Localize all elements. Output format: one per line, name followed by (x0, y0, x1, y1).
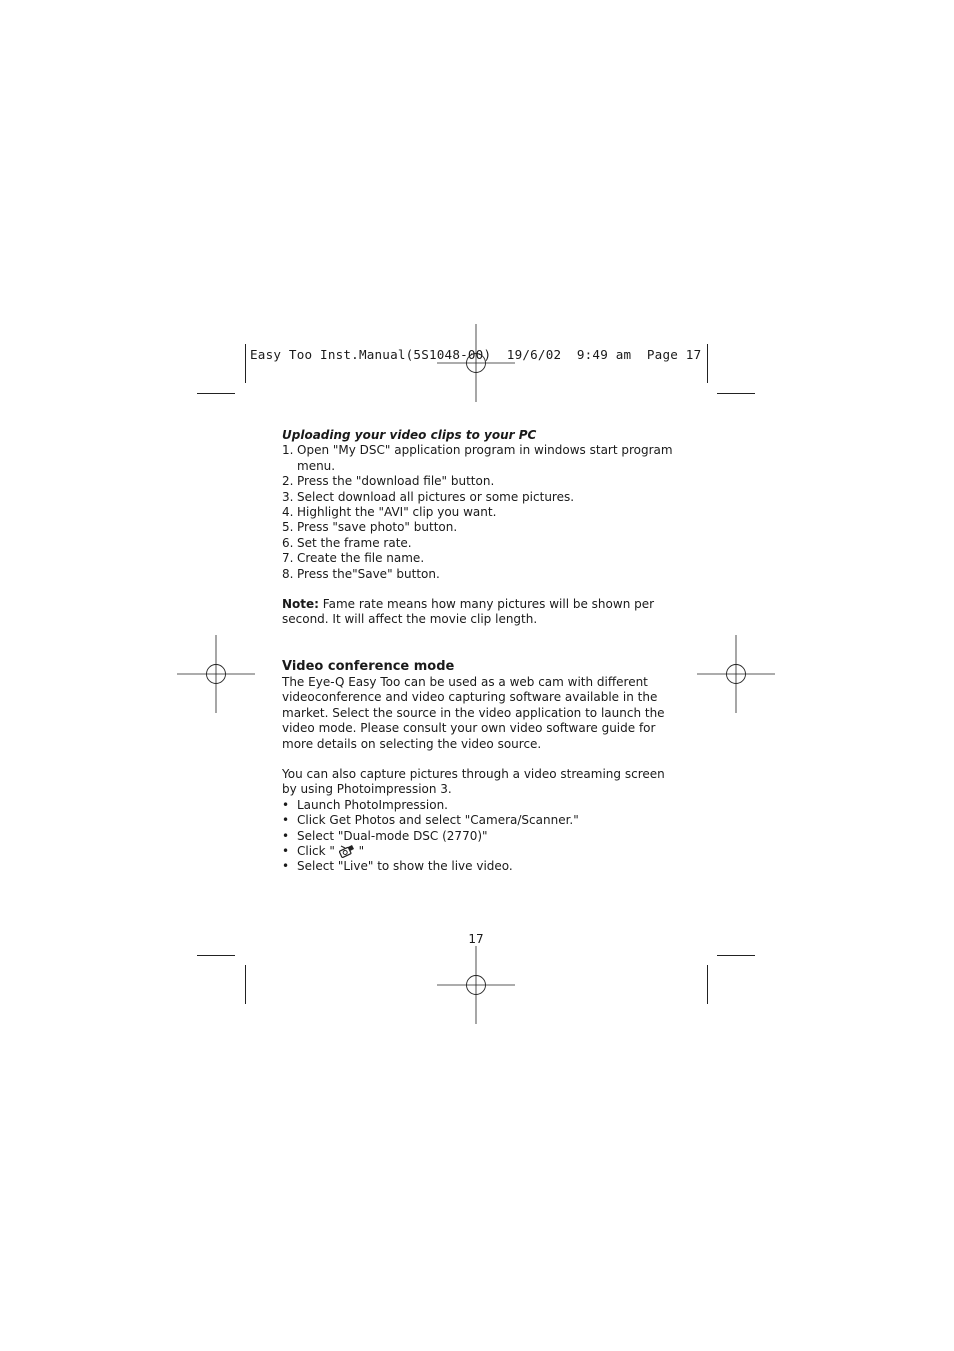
note-paragraph (282, 597, 682, 628)
list-item (282, 829, 682, 844)
step-text: Select download all pictures or some pictures. (297, 489, 575, 504)
crop-mark-bottom-left-v (245, 965, 246, 1004)
camera-icon (339, 844, 355, 858)
crop-mark-bottom-right-h (717, 955, 755, 956)
crop-mark-bottom-left-h (197, 955, 235, 956)
step-number: 5. (282, 520, 294, 535)
video-section-title: Video conference mode (282, 658, 455, 674)
bullet-text: Launch PhotoImpression. (297, 797, 448, 812)
bullet-text: Select "Live" to show the live video. (297, 859, 513, 874)
list-item (282, 813, 682, 828)
list-item (282, 520, 682, 535)
click-prefix: Click " (297, 843, 339, 858)
list-item (282, 567, 682, 582)
step-text: Open "My DSC" application program in windows start program menu. (297, 443, 673, 473)
crop-mark-top-left-v (245, 344, 246, 383)
step-text: Create the file name. (297, 551, 425, 566)
capture-steps-list (282, 798, 682, 875)
step-text: Press the "download file" button. (297, 474, 495, 489)
list-item (282, 798, 682, 813)
step-number: 7. (282, 551, 294, 566)
step-text: Press the"Save" button. (297, 566, 440, 581)
list-item (282, 536, 682, 551)
upload-section-title: Uploading your video clips to your PC (282, 428, 537, 442)
note-label: Note: (282, 597, 319, 612)
step-text: Highlight the "AVI" clip you want. (297, 505, 497, 520)
crop-mark-top-left-h (197, 393, 235, 394)
bullet: • (282, 828, 290, 843)
list-item (282, 474, 682, 489)
list-item (282, 505, 682, 520)
slug-line: Easy Too Inst.Manual(5S1048-00) 19/6/02 9:49 am Page 17 (250, 347, 702, 362)
list-item (282, 551, 682, 566)
crop-mark-bottom-right-v (707, 965, 708, 1004)
list-item (282, 443, 682, 474)
registration-mark-bottom (437, 946, 515, 1024)
page-content (282, 428, 682, 875)
registration-mark-top (437, 324, 515, 402)
step-number: 3. (282, 489, 294, 504)
video-intro-paragraph: The Eye-Q Easy Too can be used as a web cam with different videoconference and video capturing software available in the market. Select the source in the video application to launch the video mode. Please consult your own video software guide for more details on selecting the video source. (282, 674, 665, 751)
list-item (282, 844, 682, 859)
step-number: 6. (282, 535, 294, 550)
bullet-text: Click Get Photos and select "Camera/Scanner." (297, 813, 579, 828)
crop-mark-top-right-v (707, 344, 708, 383)
step-text: Press "save photo" button. (297, 520, 458, 535)
step-number: 4. (282, 505, 294, 520)
page-number: 17 (468, 932, 484, 946)
list-item (282, 859, 682, 874)
step-number: 2. (282, 474, 294, 489)
bullet: • (282, 813, 290, 828)
bullet-text: Select "Dual-mode DSC (2770)" (297, 828, 488, 843)
registration-mark-right (697, 635, 775, 713)
note-text: Fame rate means how many pictures will be shown per second. It will affect the movie clip length. (282, 597, 655, 627)
bullet: • (282, 859, 290, 874)
bullet: • (282, 797, 290, 812)
bullet: • (282, 843, 290, 858)
capture-paragraph: You can also capture pictures through a video streaming screen by using Photoimpression 3. (282, 766, 665, 797)
click-suffix: " (354, 843, 365, 858)
upload-steps-list (282, 443, 682, 582)
list-item (282, 490, 682, 505)
step-text: Set the frame rate. (297, 535, 412, 550)
step-number: 8. (282, 566, 294, 581)
registration-mark-left (177, 635, 255, 713)
crop-mark-top-right-h (717, 393, 755, 394)
step-number: 1. (282, 443, 294, 458)
